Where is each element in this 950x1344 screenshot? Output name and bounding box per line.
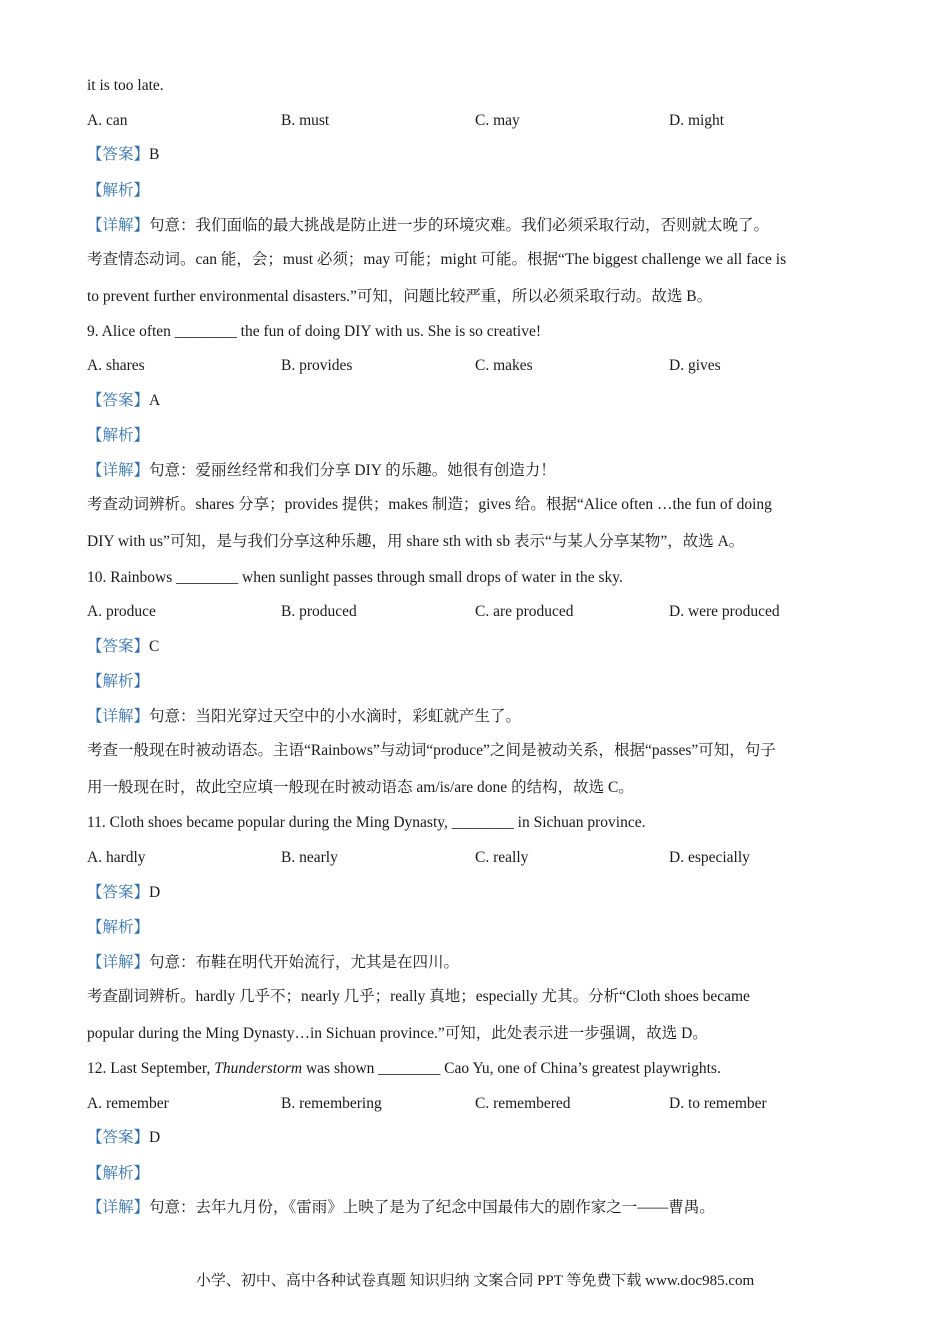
text-line: it is too late. bbox=[87, 77, 164, 94]
answer-tag: 【答案】 bbox=[87, 638, 150, 655]
answer-line bbox=[87, 391, 160, 411]
option-a: A. hardly bbox=[87, 849, 146, 866]
detail-tag: 【详解】 bbox=[87, 462, 150, 479]
option-b: B. remembering bbox=[281, 1095, 382, 1112]
text-line: 用一般现在时，故此空应填一般现在时被动语态 am/is/are done 的结构，故选 C。 bbox=[87, 779, 634, 796]
answer-tag: 【答案】 bbox=[87, 146, 150, 163]
analysis-tag: 【解析】 bbox=[87, 919, 150, 936]
option-c: C. really bbox=[475, 849, 529, 866]
text-line: popular during the Ming Dynasty…in Sichuan province.”可知，此处表示进一步强调，故选 D。 bbox=[87, 1025, 708, 1042]
option-d: D. might bbox=[669, 112, 725, 129]
answer-value: A bbox=[149, 392, 161, 409]
option-b: B. provides bbox=[281, 357, 353, 374]
text-line: DIY with us”可知，是与我们分享这种乐趣，用 share sth with sb 表示“与某人分享某物”，故选 A。 bbox=[87, 533, 745, 550]
detail-text: 句意：我们面临的最大挑战是防止进一步的环境灾难。我们必须采取行动，否则就太晚了。 bbox=[149, 217, 770, 234]
detail-line bbox=[87, 953, 459, 973]
detail-text: 句意：当阳光穿过天空中的小水滴时，彩虹就产生了。 bbox=[149, 708, 522, 725]
answer-value: B bbox=[149, 146, 160, 163]
option-a: A. remember bbox=[87, 1095, 169, 1112]
answer-line bbox=[87, 1128, 160, 1148]
analysis-tag: 【解析】 bbox=[87, 673, 150, 690]
analysis-tag: 【解析】 bbox=[87, 427, 150, 444]
detail-tag: 【详解】 bbox=[87, 954, 150, 971]
detail-tag: 【详解】 bbox=[87, 708, 150, 725]
option-a: A. can bbox=[87, 112, 128, 129]
option-d: D. to remember bbox=[669, 1095, 767, 1112]
question-text: 12. Last September, bbox=[87, 1060, 215, 1077]
page-footer: 小学、初中、高中各种试卷真题 知识归纳 文案合同 PPT 等免费下载 www.doc985.com bbox=[195, 1273, 755, 1289]
option-c: C. may bbox=[475, 112, 520, 129]
option-c: C. remembered bbox=[475, 1095, 571, 1112]
text-line: 考查情态动词。can 能，会；must 必须；may 可能；might 可能。根据“The biggest challenge we all face is bbox=[87, 251, 787, 268]
analysis-tag: 【解析】 bbox=[87, 182, 150, 199]
text-line: 考查一般现在时被动语态。主语“Rainbows”与动词“produce”之间是被动关系，根据“passes”可知，句子 bbox=[87, 742, 776, 759]
text-line: 10. Rainbows ________ when sunlight passes through small drops of water in the sky. bbox=[87, 569, 623, 586]
analysis-line bbox=[87, 918, 149, 938]
question-text: was shown ________ Cao Yu, one of China’s greatest playwrights. bbox=[302, 1060, 721, 1077]
detail-tag: 【详解】 bbox=[87, 1199, 150, 1216]
option-b: B. must bbox=[281, 112, 330, 129]
detail-line bbox=[87, 707, 521, 727]
detail-line bbox=[87, 216, 769, 236]
work-title: Thunderstorm bbox=[214, 1060, 303, 1077]
answer-line bbox=[87, 637, 159, 657]
option-c: C. makes bbox=[475, 357, 533, 374]
detail-text: 句意：去年九月份，《雷雨》上映了是为了纪念中国最伟大的剧作家之一——曹禺。 bbox=[149, 1199, 715, 1216]
analysis-line bbox=[87, 426, 149, 446]
detail-line bbox=[87, 461, 556, 481]
answer-value: D bbox=[149, 884, 161, 901]
option-d: D. especially bbox=[669, 849, 750, 866]
answer-line bbox=[87, 145, 159, 165]
detail-line bbox=[87, 1198, 715, 1218]
answer-value: D bbox=[149, 1129, 161, 1146]
detail-tag: 【详解】 bbox=[87, 217, 150, 234]
analysis-line bbox=[87, 1164, 149, 1184]
text-line: 考查动词辨析。shares 分享；provides 提供；makes 制造；gives 给。根据“Alice often …the fun of doing bbox=[87, 496, 772, 513]
answer-value: C bbox=[149, 638, 160, 655]
detail-text: 句意：爱丽丝经常和我们分享 DIY 的乐趣。她很有创造力！ bbox=[149, 462, 556, 479]
analysis-tag: 【解析】 bbox=[87, 1165, 150, 1182]
option-c: C. are produced bbox=[475, 603, 574, 620]
answer-line bbox=[87, 883, 160, 903]
option-a: A. produce bbox=[87, 603, 156, 620]
answer-tag: 【答案】 bbox=[87, 884, 150, 901]
text-line: to prevent further environmental disasters.”可知，问题比较严重，所以必须采取行动。故选 B。 bbox=[87, 288, 713, 305]
text-line: 9. Alice often ________ the fun of doing DIY with us. She is so creative! bbox=[87, 323, 542, 340]
option-b: B. produced bbox=[281, 603, 357, 620]
answer-tag: 【答案】 bbox=[87, 1129, 150, 1146]
answer-tag: 【答案】 bbox=[87, 392, 150, 409]
question-line bbox=[87, 1059, 721, 1079]
option-b: B. nearly bbox=[281, 849, 338, 866]
analysis-line bbox=[87, 181, 149, 201]
option-d: D. gives bbox=[669, 357, 721, 374]
detail-text: 句意：布鞋在明代开始流行，尤其是在四川。 bbox=[149, 954, 460, 971]
text-line: 11. Cloth shoes became popular during the Ming Dynasty, ________ in Sichuan province. bbox=[87, 814, 646, 831]
option-d: D. were produced bbox=[669, 603, 780, 620]
analysis-line bbox=[87, 672, 149, 692]
option-a: A. shares bbox=[87, 357, 145, 374]
text-line: 考查副词辨析。hardly 几乎不；nearly 几乎；really 真地；especially 尤其。分析“Cloth shoes became bbox=[87, 988, 750, 1005]
